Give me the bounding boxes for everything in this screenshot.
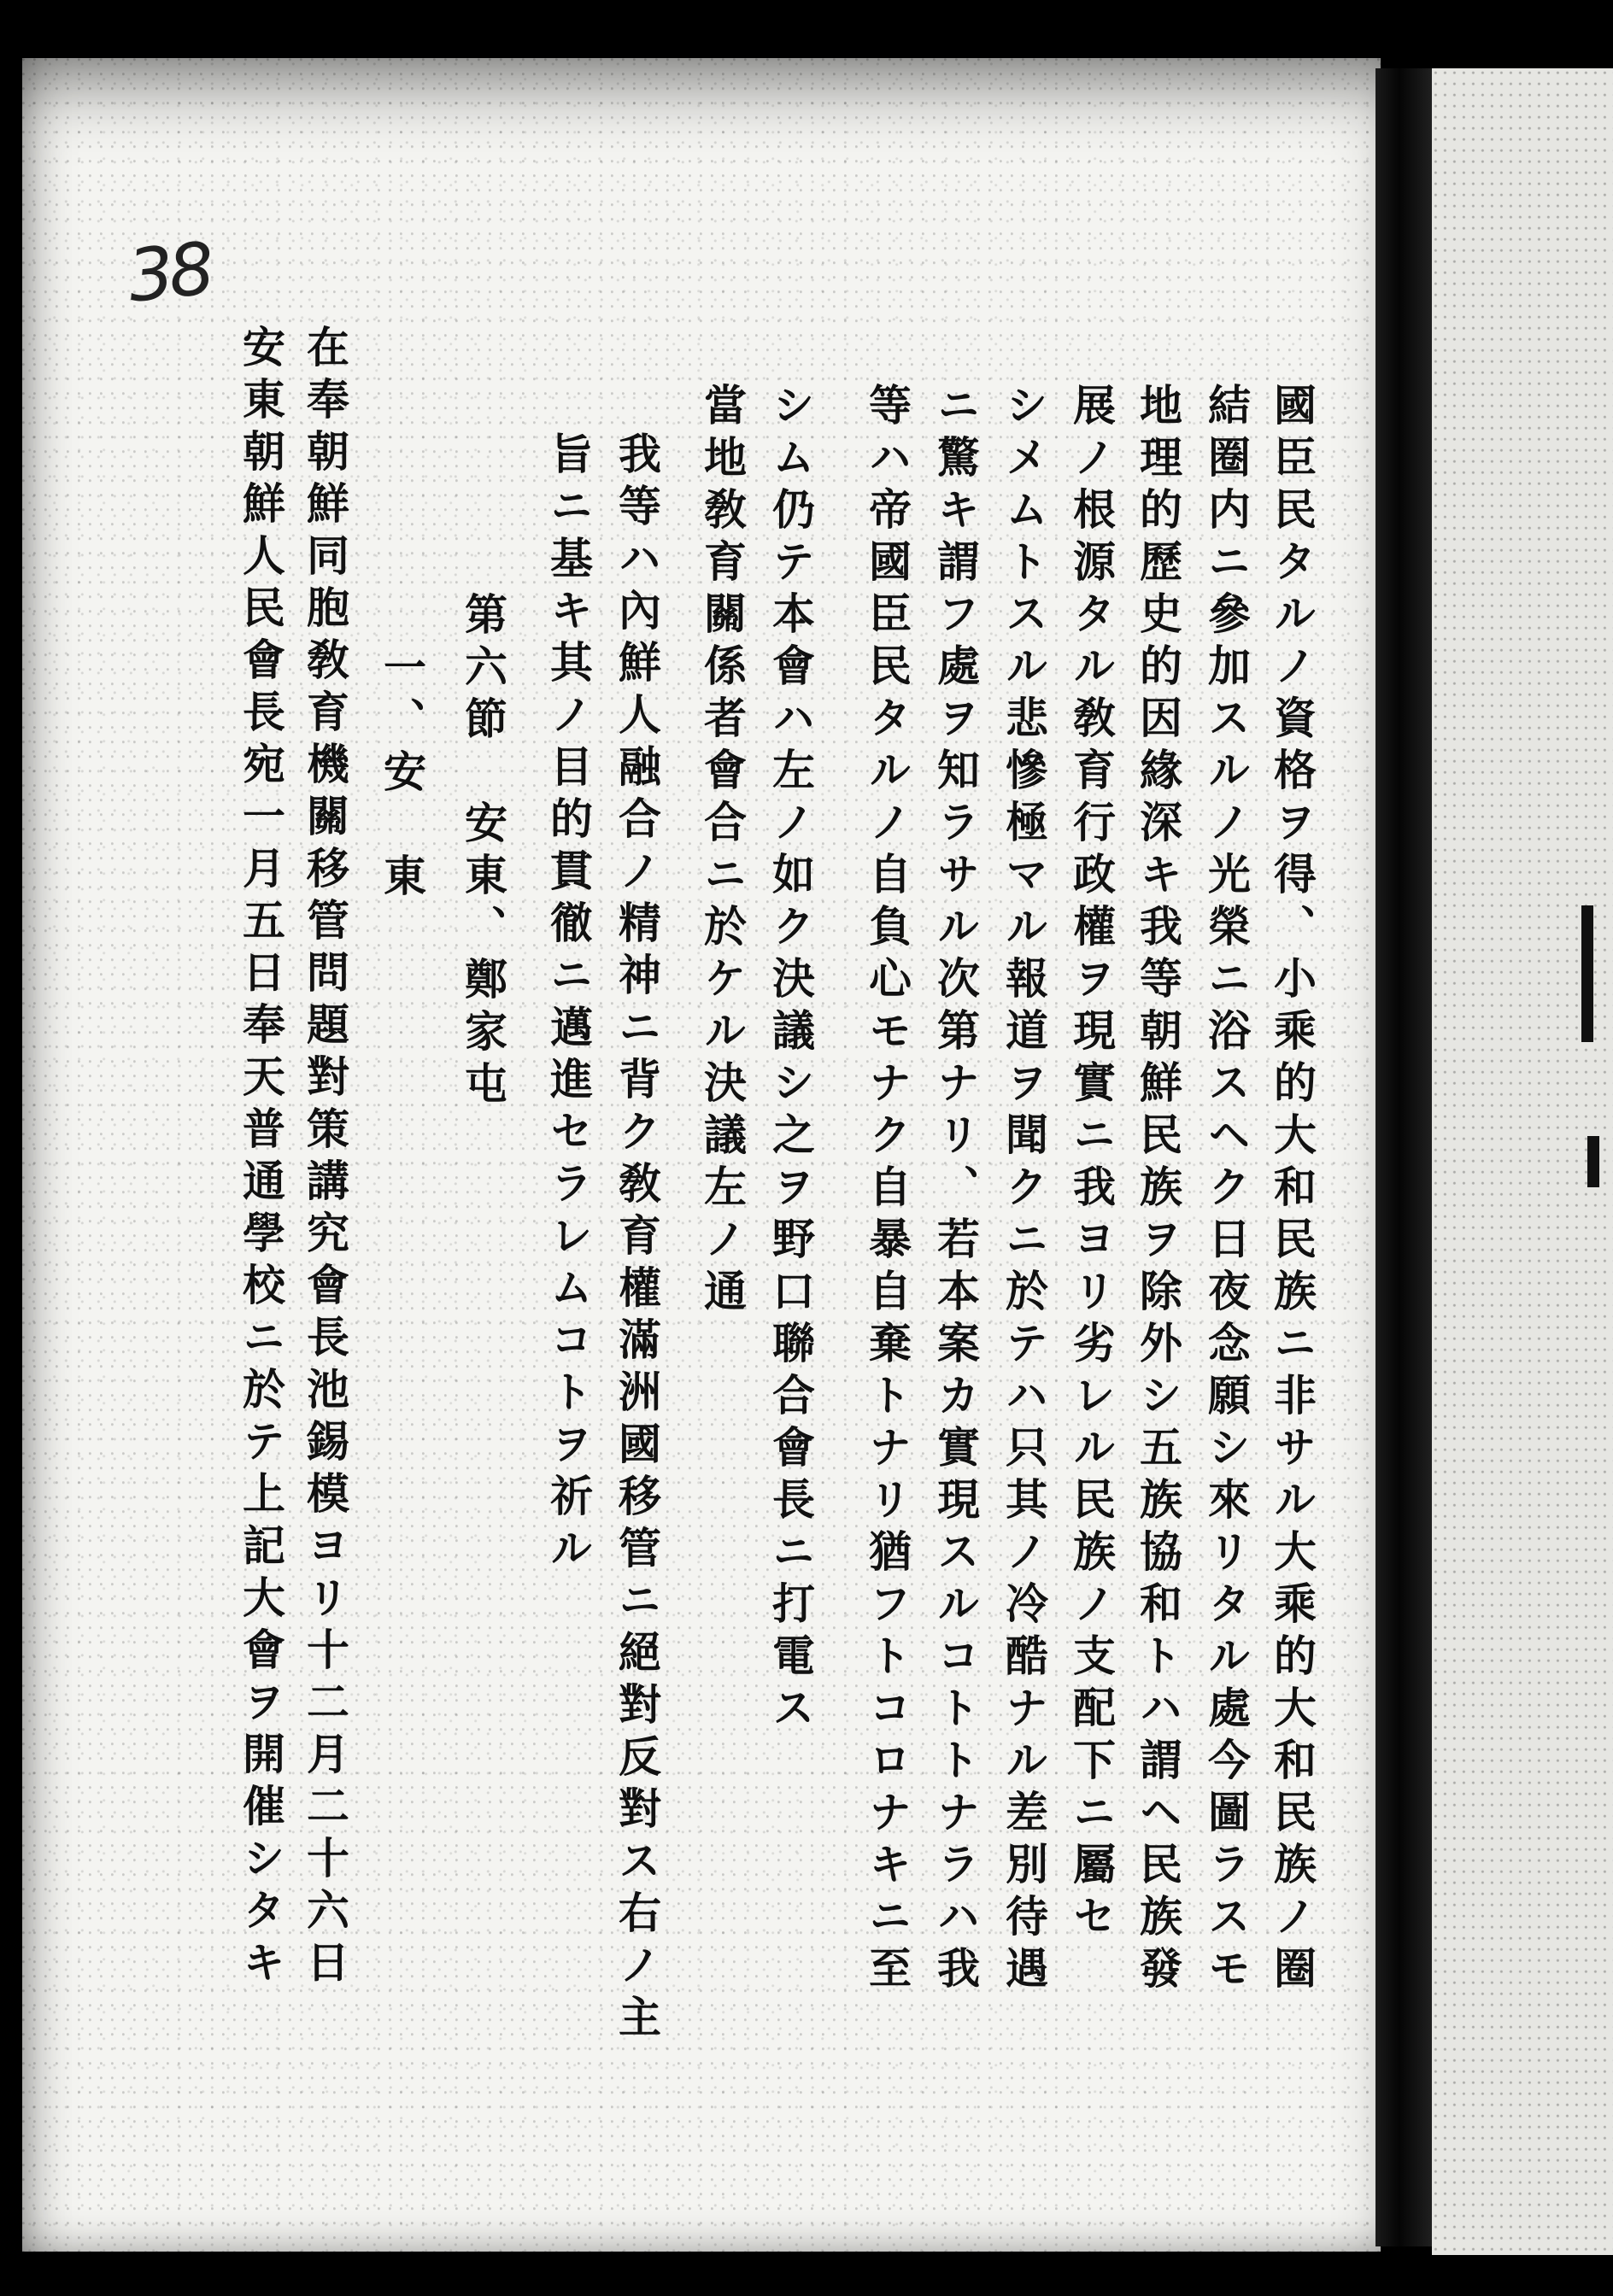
text-column-4: 展ノ根源タル敎育行政權ヲ現實ニ我ヨリ劣レル民族ノ支配下ニ屬セ [1066,383,1117,1946]
text-column-10: 我等ハ內鮮人融合ノ精神ニ背ク敎育權滿洲國移管ニ絕對反對ス右ノ主 [612,431,662,2047]
subsection-heading: 一、安 東 [377,645,427,905]
text-column-9: 當地敎育關係者會合ニ於ケル決議左ノ通 [697,383,748,1321]
text-column-15: 安東朝鮮人民會長宛一月五日奉天普通學校ニ於テ上記大會ヲ開催シタキ [236,325,286,1992]
book-binding [1375,68,1435,2246]
text-column-5: シメムトスル悲慘極マル報道ヲ聞クニ於テハ只其ノ冷酷ナル差別待遇 [999,383,1049,1998]
text-column-6: ニ驚キ謂フ處ヲ知ラサル次第ナリ、若本案カ實現スルコトトナラハ我 [930,383,981,1998]
text-column-2: 結圈内ニ參加スルノ光榮ニ浴スヘク日夜念願シ來リタル處今圖ラスモ [1201,383,1252,1998]
text-column-1: 國臣民タルノ資格ヲ得、小乘的大和民族ニ非サル大乘的大和民族ノ圈 [1267,383,1317,1998]
edge-mark [1587,1136,1599,1187]
section-heading: 第六節 安東、鄭家屯 [458,592,508,1113]
page-number: 38 [124,226,214,319]
text-column-14: 在奉朝鮮同胞敎育機關移管問題對策講究會長池錫模ヨリ十二月二十六日 [300,325,350,1992]
adjacent-page-edge [1432,68,1613,2255]
text-column-7: 等ハ帝國臣民タルノ自負心モナク自暴自棄トナリ猶フトコロナキニ至 [862,383,912,1998]
edge-mark [1581,905,1593,1042]
text-column-11: 旨ニ基キ其ノ目的貫徹ニ邁進セラレムコトヲ祈ル [543,431,594,1578]
text-column-8: シム仍テ本會ハ左ノ如ク決議シ之ヲ野口聯合會長ニ打電ス [765,383,816,1737]
text-column-3: 地理的歷史的因緣深キ我等朝鮮民族ヲ除外シ五族協和トハ謂ヘ民族發 [1133,383,1183,1998]
